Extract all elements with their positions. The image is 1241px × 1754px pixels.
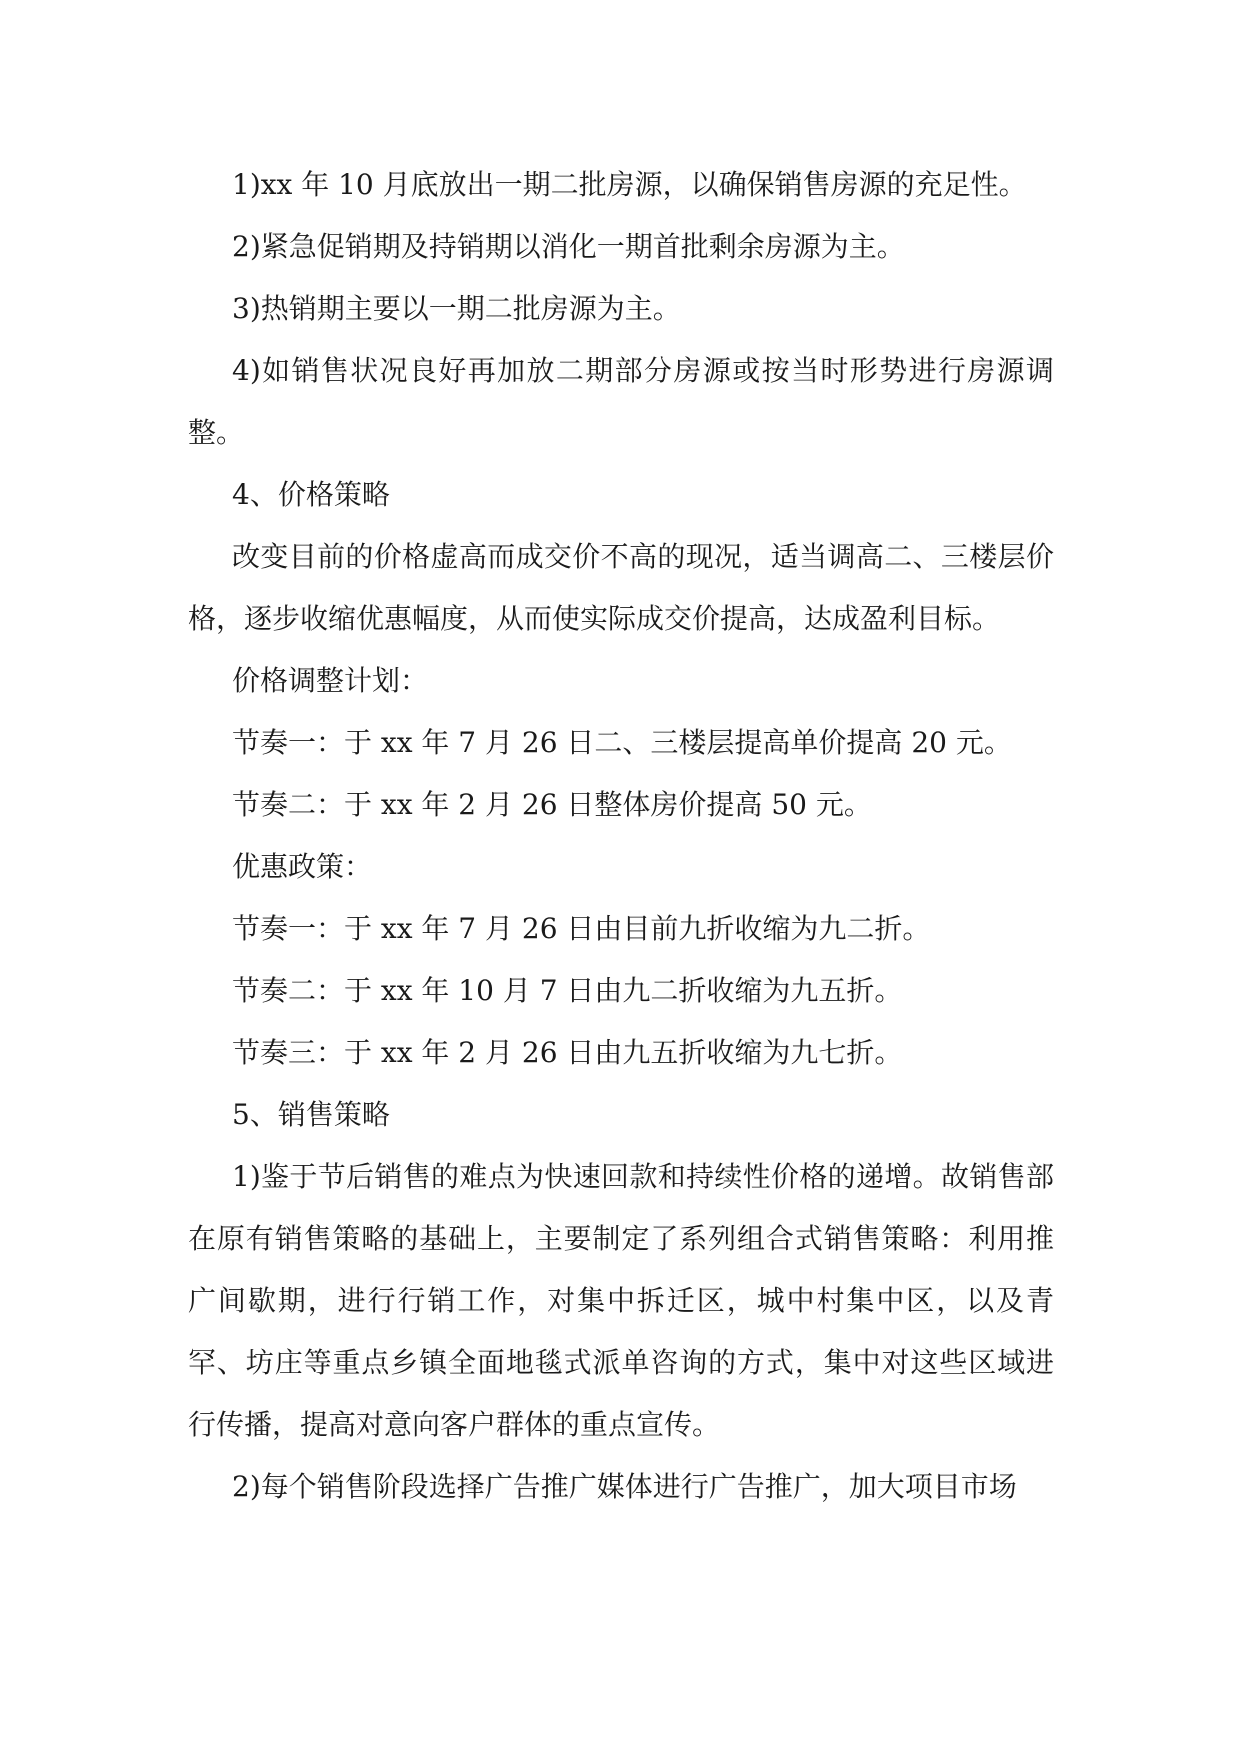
discount-step-1: 节奏一：于 xx 年 7 月 26 日由目前九折收缩为九二折。 — [232, 912, 931, 945]
list-item-hot-sales: 3)热销期主要以一期二批房源为主。 — [232, 292, 681, 325]
price-plan-step-1: 节奏一：于 xx 年 7 月 26 日二、三楼层提高单价提高 20 元。 — [232, 726, 1012, 759]
document-body — [188, 154, 1054, 1518]
list-item-release-batch: 1)xx 年 10 月底放出一期二批房源，以确保销售房源的充足性。 — [232, 168, 1027, 201]
subheading-price-plan: 价格调整计划： — [232, 664, 429, 697]
list-item-phase-two: 4)如销售状况良好再加放二期部分房源或按当时形势进行房源调整。 — [188, 354, 1054, 449]
paragraph-sales-strategy-1: 1)鉴于节后销售的难点为快速回款和持续性价格的递增。故销售部在原有销售策略的基础上，主要制定了系列组合式销售策略：利用推广间歇期，进行行销工作，对集中拆迁区，城中村集中区，以及青罕、坊庄等重点乡镇全面地毯式派单咨询的方式，集中对这些区域进行传播，提高对意向客户群体的重点宣传。 — [188, 1160, 1054, 1441]
subheading-discount-policy: 优惠政策： — [232, 850, 373, 883]
paragraph-price-adjustment: 改变目前的价格虚高而成交价不高的现况，适当调高二、三楼层价格，逐步收缩优惠幅度，从而使实际成交价提高，达成盈利目标。 — [188, 540, 1054, 635]
section-heading-sales-strategy: 5、销售策略 — [232, 1098, 390, 1131]
paragraph-sales-strategy-2: 2)每个销售阶段选择广告推广媒体进行广告推广，加大项目市场 — [232, 1470, 1017, 1503]
list-item-urgent-promotion: 2)紧急促销期及持销期以消化一期首批剩余房源为主。 — [232, 230, 905, 263]
price-plan-step-2: 节奏二：于 xx 年 2 月 26 日整体房价提高 50 元。 — [232, 788, 872, 821]
discount-step-2: 节奏二：于 xx 年 10 月 7 日由九二折收缩为九五折。 — [232, 974, 903, 1007]
discount-step-3: 节奏三：于 xx 年 2 月 26 日由九五折收缩为九七折。 — [232, 1036, 903, 1069]
section-heading-price-strategy: 4、价格策略 — [232, 478, 390, 511]
